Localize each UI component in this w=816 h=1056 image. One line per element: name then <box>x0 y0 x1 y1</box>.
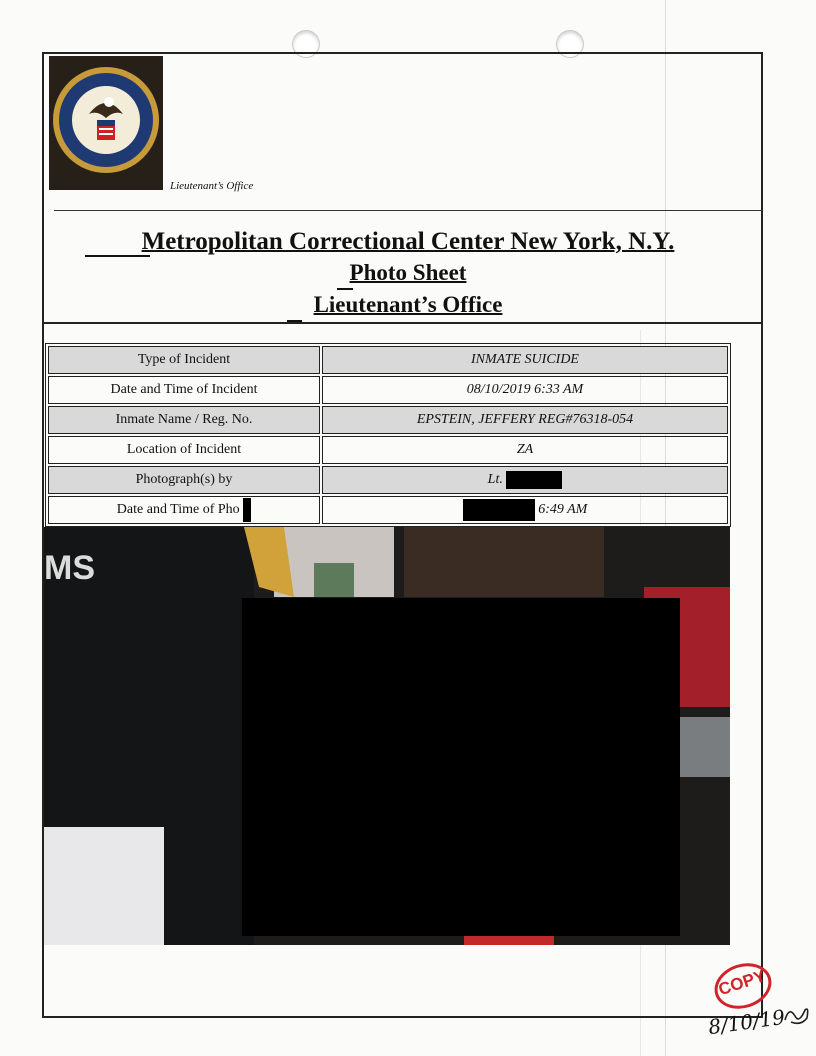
field-label: Photograph(s) by <box>48 466 320 494</box>
table-row <box>48 496 728 524</box>
title-underline-extension <box>287 320 302 322</box>
photo-time: 6:49 AM <box>538 502 588 518</box>
redaction-box <box>463 499 535 521</box>
field-value: EPSTEIN, JEFFERY REG#76318-054 <box>322 406 728 434</box>
redaction-box <box>243 498 251 522</box>
header-divider <box>54 210 763 211</box>
title-underline-extension <box>337 288 353 290</box>
bop-seal-logo <box>49 56 163 190</box>
field-value <box>322 466 728 494</box>
copy-stamp-text: COPY <box>716 966 768 1000</box>
field-label-text: Date and Time of Pho <box>116 502 240 518</box>
handwritten-date: 8/10/19 <box>706 1004 787 1040</box>
table-row <box>48 406 728 434</box>
field-label: Date and Time of Incident <box>48 376 320 404</box>
incident-info-table <box>45 343 731 527</box>
field-value: INMATE SUICIDE <box>322 346 728 374</box>
table-row <box>48 376 728 404</box>
title-underline-extension <box>85 255 150 257</box>
field-label <box>48 496 320 524</box>
handwritten-initials <box>783 1004 811 1028</box>
page-title: Metropolitan Correctional Center New York, N.Y. <box>141 228 675 255</box>
table-row <box>48 436 728 464</box>
field-value <box>322 496 728 524</box>
table-row <box>48 466 728 494</box>
field-label: Type of Incident <box>48 346 320 374</box>
field-label: Inmate Name / Reg. No. <box>48 406 320 434</box>
redaction-box <box>506 471 562 489</box>
page-subtitle-office: Lieutenant’s Office <box>313 292 503 317</box>
office-label: Lieutenant’s Office <box>170 180 254 192</box>
photographer-prefix: Lt. <box>487 472 503 488</box>
jacket-text: MS <box>44 549 95 587</box>
table-row <box>48 346 728 374</box>
field-value: 08/10/2019 6:33 AM <box>322 376 728 404</box>
field-label: Location of Incident <box>48 436 320 464</box>
redaction-box <box>242 598 680 936</box>
field-value: ZA <box>322 436 728 464</box>
page-subtitle: Photo Sheet <box>349 260 467 285</box>
header-divider <box>42 322 763 324</box>
